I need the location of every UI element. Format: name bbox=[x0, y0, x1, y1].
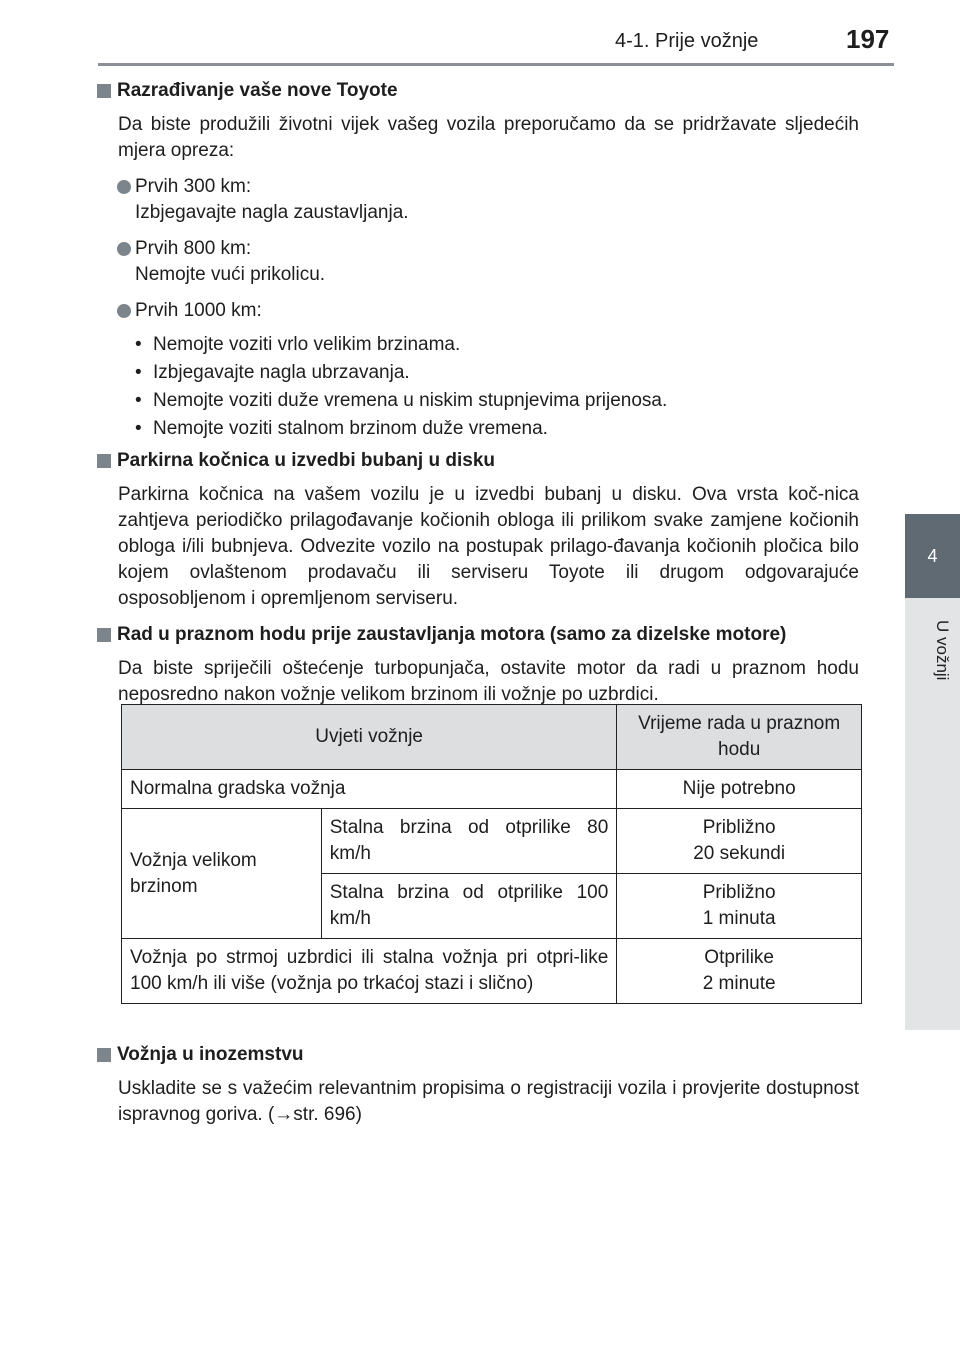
section-foreign-driving bbox=[97, 1042, 859, 1128]
sub-list-item: • Nemojte voziti duže vremena u niskim stupnjevima prijenosa. bbox=[135, 390, 668, 411]
header-title: 4-1. Prije vožnje bbox=[615, 30, 759, 52]
table-cell: Vožnja po strmoj uzbrdici ili stalna vožnja pri otpri-like 100 km/h ili više (vožnja po trkaćoj stazi i slično) bbox=[122, 939, 617, 1004]
section-title: Rad u praznom hodu prije zaustavljanja motora (samo za dizelske motore) bbox=[97, 622, 859, 648]
chapter-number: 4 bbox=[927, 545, 938, 566]
table-cell: Normalna gradska vožnja bbox=[122, 770, 617, 809]
list-item: Prvih 800 km: Nemojte vući prikolicu. bbox=[117, 236, 859, 288]
square-bullet-icon bbox=[97, 628, 111, 642]
list-item: Prvih 300 km: Izbjegavajte nagla zaustavljanja. bbox=[117, 174, 859, 226]
sub-list-item: • Nemojte voziti stalnom brzinom duže vremena. bbox=[135, 418, 548, 439]
circle-bullet-icon bbox=[117, 180, 131, 194]
table-header: Uvjeti vožnje bbox=[122, 705, 617, 770]
table-cell: Stalna brzina od otprilike 100 km/h bbox=[321, 874, 617, 939]
list-item: Prvih 1000 km: bbox=[117, 298, 859, 324]
page-number: 197 bbox=[846, 24, 890, 54]
section-paragraph: Da biste spriječili oštećenje turbopunjača, ostavite motor da radi u praznom hodu neposredno nakon vožnje velikom brzinom ili vožnje po uzbrdici. bbox=[118, 658, 859, 705]
table-header: Vrijeme rada u praznom hodu bbox=[617, 705, 862, 770]
square-bullet-icon bbox=[97, 1048, 111, 1062]
section-title: Razrađivanje vaše nove Toyote bbox=[97, 78, 859, 104]
sub-list-item: • Izbjegavajte nagla ubrzavanja. bbox=[135, 362, 410, 383]
table-row bbox=[122, 770, 862, 809]
square-bullet-icon bbox=[97, 454, 111, 468]
table-row bbox=[122, 809, 862, 874]
table-cell: Nije potrebno bbox=[617, 770, 862, 809]
main-content bbox=[97, 78, 859, 708]
section-title: Parkirna kočnica u izvedbi bubanj u disku bbox=[97, 448, 859, 474]
section-paragraph: Uskladite se s važećim relevantnim propisima o registraciji vozila i provjerite dostupnost ispravnog goriva. (→str. 696) bbox=[118, 1078, 859, 1125]
square-bullet-icon bbox=[97, 84, 111, 98]
header-divider bbox=[98, 63, 894, 66]
table-row bbox=[122, 939, 862, 1004]
table-cell: Stalna brzina od otprilike 80 km/h bbox=[321, 809, 617, 874]
table-cell: Približno 20 sekundi bbox=[617, 809, 862, 874]
section-paragraph: Da biste produžili životni vijek vašeg vozila preporučamo da se pridržavate sljedećih mjera opreza: bbox=[118, 114, 859, 161]
section-title: Vožnja u inozemstvu bbox=[97, 1042, 859, 1068]
sub-list bbox=[135, 332, 859, 442]
table-cell: Vožnja velikom brzinom bbox=[122, 809, 322, 939]
section-paragraph: Parkirna kočnica na vašem vozilu je u izvedbi bubanj u disku. Ova vrsta koč-nica zahtjeva periodičko prilagođavanje kočionih obloga ili prilikom svake zamjene kočionih obloga i/ili bubnjeva. Odvezite vozilo na postupak prilago-đavanja kočionih pločica bilo kojem ovlaštenom prodavaču ili serviseru Toyote ili drugom odgovarajuće osposobljenom i opremljenom serviseru. bbox=[118, 484, 859, 609]
chapter-tab bbox=[905, 514, 960, 598]
sub-list-item: • Nemojte voziti vrlo velikim brzinama. bbox=[135, 334, 461, 355]
circle-bullet-icon bbox=[117, 242, 131, 256]
chapter-label: U vožnji bbox=[933, 620, 952, 681]
table-cell: Otprilike 2 minute bbox=[617, 939, 862, 1004]
idle-time-table bbox=[121, 704, 862, 1004]
circle-bullet-icon bbox=[117, 304, 131, 318]
table-cell: Približno 1 minuta bbox=[617, 874, 862, 939]
